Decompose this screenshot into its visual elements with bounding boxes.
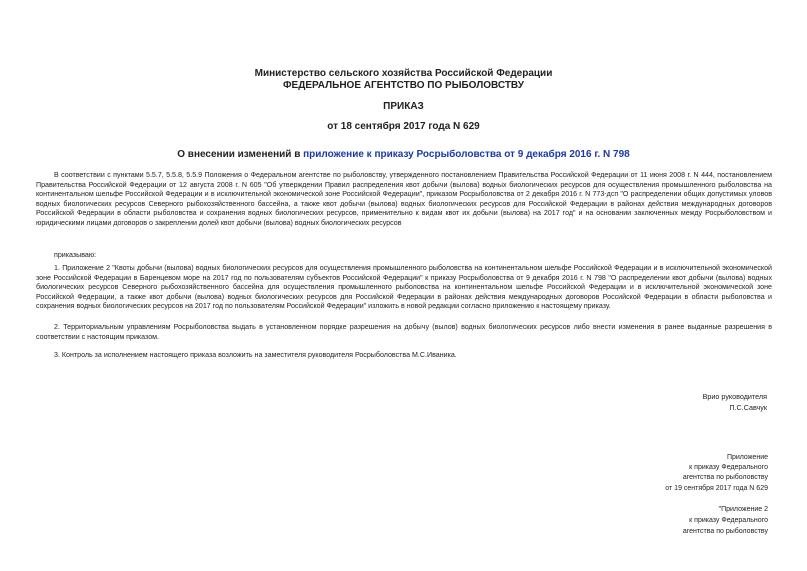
order-word: приказываю: <box>54 251 97 259</box>
appendix-quote-2: к приказу Федерального <box>689 517 768 524</box>
title-link[interactable]: приложение к приказу Росрыболовства от 9 декабря 2016 г. N 798 <box>303 149 630 160</box>
signature-position: Врио руководителя <box>702 392 767 401</box>
item-2-paragraph: 2. Территориальным управлениям Росрыболовства выдать в установленном порядке разрешения на добычу (вылов) водных биологических ресурсов либо внести изменения в ранее выданные разрешения в соответствии с настоящим приказом. <box>36 323 772 341</box>
agency-name: ФЕДЕРАЛЬНОЕ АГЕНТСТВО ПО РЫБОЛОВСТВУ <box>283 80 524 91</box>
appendix-quote-1: "Приложение 2 <box>718 506 768 513</box>
document-type: ПРИКАЗ <box>383 101 424 112</box>
title-prefix: О внесении изменений в <box>177 149 304 160</box>
appendix-line-3: агентства по рыболовству <box>682 474 768 481</box>
ministry-name: Министерство сельского хозяйства Российской Федерации <box>254 68 553 79</box>
item-3-paragraph: 3. Контроль за исполнением настоящего приказа возложить на заместителя руководителя Росрыболовства М.С.Иваника. <box>54 351 457 359</box>
signature-name: П.С.Савчук <box>729 403 767 412</box>
document-title <box>0 149 807 161</box>
appendix-quote-3: агентства по рыболовству <box>682 528 768 535</box>
appendix-title: Приложение <box>726 454 768 461</box>
item-1-paragraph: 1. Приложение 2 "Квоты добычи (вылова) водных биологических ресурсов для осуществления промышленного рыболовства на континентальном шельфе Российской Федерации и в исключительной экономической зоне Российской Федерации в Баренцевом море на 2017 год по пользователям субъектов Российской Федерации" к приказу Росрыболовства от 9 декабря 2016 г. N 798 "О распределении квот добычи (вылова) водных биологических ресурсов Северного рыбохозяйственного бассейна для осуществления промышленного рыболовства на континентальном шельфе Российской Федерации и в исключительной экономической зоне Российской Федерации, а также квот добычи (вылова) водных биологических ресурсов для Российской Федерации в районах действия международных договоров Российской Федерации в области рыболовства и сохранения водных биологических ресурсов на 2017 год по пользователям Российской Федерации" изложить в новой редакции согласно приложению к настоящему приказу. <box>36 264 772 311</box>
preamble-paragraph: В соответствии с пунктами 5.5.7, 5.5.8, 5.5.9 Положения о Федеральном агентстве по рыболовству, утвержденного постановлением Правительства Российской Федерации от 11 июня 2008 г. N 444, постановлением Правительства Российской Федерации от 12 августа 2008 г. N 605 "Об утверждении Правил распределения квот добычи (вылова) водных биологических ресурсов для осуществления промышленного рыболовства на континентальном шельфе Российской Федерации и в исключительной экономической зоне Российской Федерации", приказом Росрыболовства от 2 декабря 2016 г. N 773-дсп "О распределении общих допустимых уловов водных биологических ресурсов Северного рыбохозяйственного бассейна, а также квот добычи (вылова) водных биологических ресурсов для Российской Федерации в районах действия международных договоров Российской Федерации в области рыболовства и сохранения водных биологических ресурсов, применительно к видам квот их добычи (вылова) на 2017 год" и на основании заключенных между Росрыболовством и юридическими лицами договоров о закреплении долей квот добычи (вылова) водных биологических ресурсов <box>36 171 772 227</box>
appendix-line-2: к приказу Федерального <box>689 464 768 471</box>
appendix-line-4: от 19 сентября 2017 года N 629 <box>665 485 768 492</box>
document-date-number: от 18 сентября 2017 года N 629 <box>327 121 480 132</box>
